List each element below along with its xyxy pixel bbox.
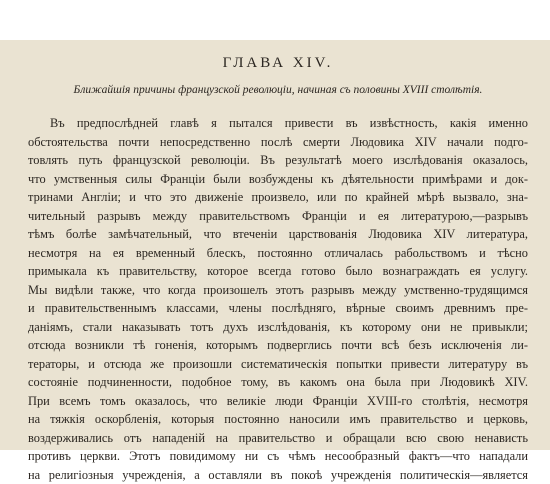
text-line: примыкала къ правительству, которое всегда готово было вознаграждать ея услугу. — [28, 262, 528, 281]
text-line: товлять путь французской революціи. Въ результатѣ моего изслѣдованія оказалось, — [28, 151, 528, 170]
text-line: Въ предпослѣдней главѣ я пытался привести въ извѣстность, какія именно — [28, 114, 528, 133]
text-line: даніямъ, стали наказывать тотъ духъ изслѣдованія, къ которому они не привыкли; — [28, 318, 528, 337]
text-line: на религіозныя учрежденія, а оставляли въ покоѣ учрежденія политическія—является — [28, 466, 528, 484]
body-paragraph — [28, 114, 528, 484]
chapter-heading: ГЛАВА XIV. — [28, 54, 528, 72]
text-line: обстоятельства почти непосредственно послѣ смерти Людовика XIV начали подго- — [28, 133, 528, 152]
text-line: чительный разрывъ между правительствомъ Франціи и ея литературою,—разрывъ — [28, 207, 528, 226]
text-line: состояніе подчиненности, подобное тому, въ какомъ она была при Людовикѣ XIV. — [28, 373, 528, 392]
text-line: воздерживались отъ нападеній на правительство и обращали всю свою ненависть — [28, 429, 528, 448]
text-line: тѣмъ болѣе замѣчательный, что втеченіи царствованія Людовика XIV литература, — [28, 225, 528, 244]
page-content — [28, 54, 528, 484]
text-line: несмотря на ея временный блескъ, постоянно отличалась рабольствомъ и тѣсно — [28, 244, 528, 263]
text-line: отсюда возникли тѣ гоненія, которымъ подверглись почти всѣ безъ исключенія ли- — [28, 336, 528, 355]
text-line: тринами Англіи; и что это движеніе произвело, или по крайней мѣрѣ вызвало, зна- — [28, 188, 528, 207]
text-line: и правительственнымъ классами, члены послѣдняго, вѣрные своимъ древнимъ пре- — [28, 299, 528, 318]
chapter-subtitle: Ближайшія причины французской революціи, начиная съ половины XVIII столѣтія. — [28, 83, 528, 98]
text-line: на тяжкія оскорбленія, которыя постоянно наносили имъ правительство и церковь, — [28, 410, 528, 429]
book-page — [0, 40, 550, 450]
text-line: противъ церкви. Этотъ повидимому ни съ чѣмъ несообразный фактъ—что нападали — [28, 447, 528, 466]
text-line: тераторы, и отсюда же произошли систематическія попытки привести литературу въ — [28, 355, 528, 374]
text-line: что умственныя силы Франціи были возбуждены къ дѣятельности примѣрами и док- — [28, 170, 528, 189]
text-line: При всемъ томъ оказалось, что великіе люди Франціи XVIII-го столѣтія, несмотря — [28, 392, 528, 411]
text-line: Мы видѣли также, что когда произошелъ этотъ разрывъ между умственно-трудящимся — [28, 281, 528, 300]
